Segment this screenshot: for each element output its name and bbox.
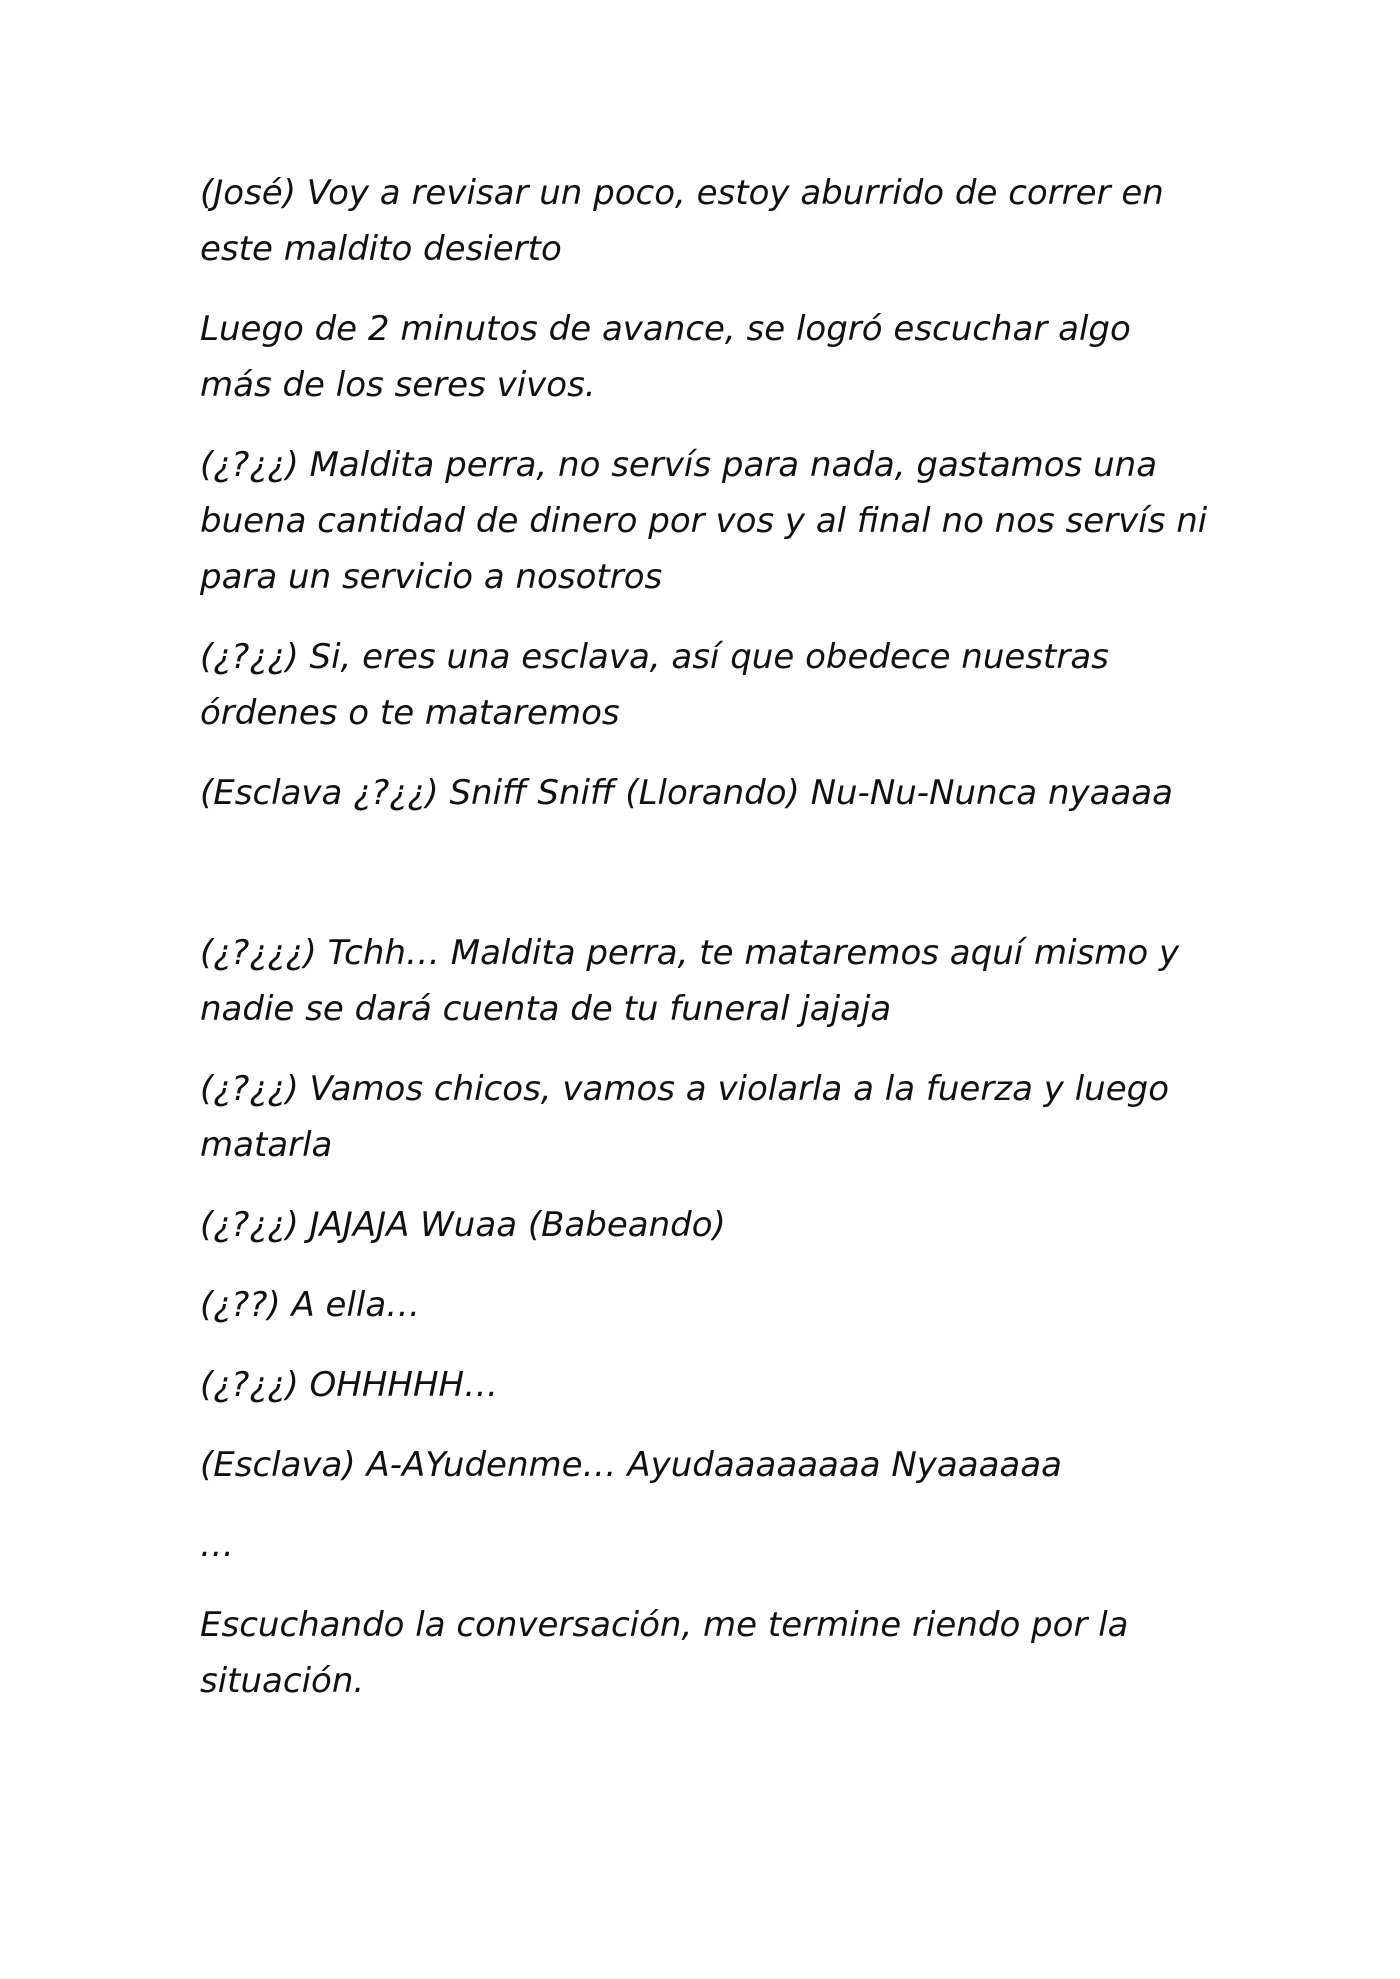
paragraph-esclava-ayuda: (Esclava) A-AYudenme… Ayudaaaaaaaa Nyaaaaaa <box>200 1445 1062 1485</box>
paragraph-ohhhhh: (¿?¿¿) OHHHHH… <box>200 1365 499 1405</box>
paragraph-esclava-llorando: (Esclava ¿?¿¿) Sniff Sniff (Llorando) Nu-Nu-Nunca nyaaaa <box>200 773 1173 813</box>
paragraph-narration-avance: Luego de 2 minutos de avance, se logró escuchar algo más de los seres vivos. <box>200 309 1131 405</box>
paragraph-maldita-perra: (¿?¿¿) Maldita perra, no servís para nada, gastamos una buena cantidad de dinero por vos y al final no nos servís ni para un servicio a nosotros <box>200 445 1208 597</box>
paragraph-vamos-chicos: (¿?¿¿) Vamos chicos, vamos a violarla a la fuerza y luego matarla <box>200 1069 1170 1165</box>
paragraph-ellipsis: … <box>200 1525 234 1565</box>
document-text <box>200 165 1210 1733</box>
paragraph-jajaja: (¿?¿¿) JAJAJA Wuaa (Babeando) <box>200 1205 726 1245</box>
paragraph-eres-esclava: (¿?¿¿) Si, eres una esclava, así que obedece nuestras órdenes o te mataremos <box>200 637 1109 733</box>
paragraph-tchh: (¿?¿¿¿) Tchh… Maldita perra, te mataremos aquí mismo y nadie se dará cuenta de tu funeral jajaja <box>200 933 1180 1029</box>
paragraph-gap <box>200 845 1210 925</box>
paragraph-a-ella: (¿??) A ella… <box>200 1285 421 1325</box>
paragraph-jose-revisar: (José) Voy a revisar un poco, estoy aburrido de correr en este maldito desierto <box>200 173 1164 269</box>
paragraph-escuchando: Escuchando la conversación, me termine riendo por la situación. <box>200 1605 1129 1701</box>
